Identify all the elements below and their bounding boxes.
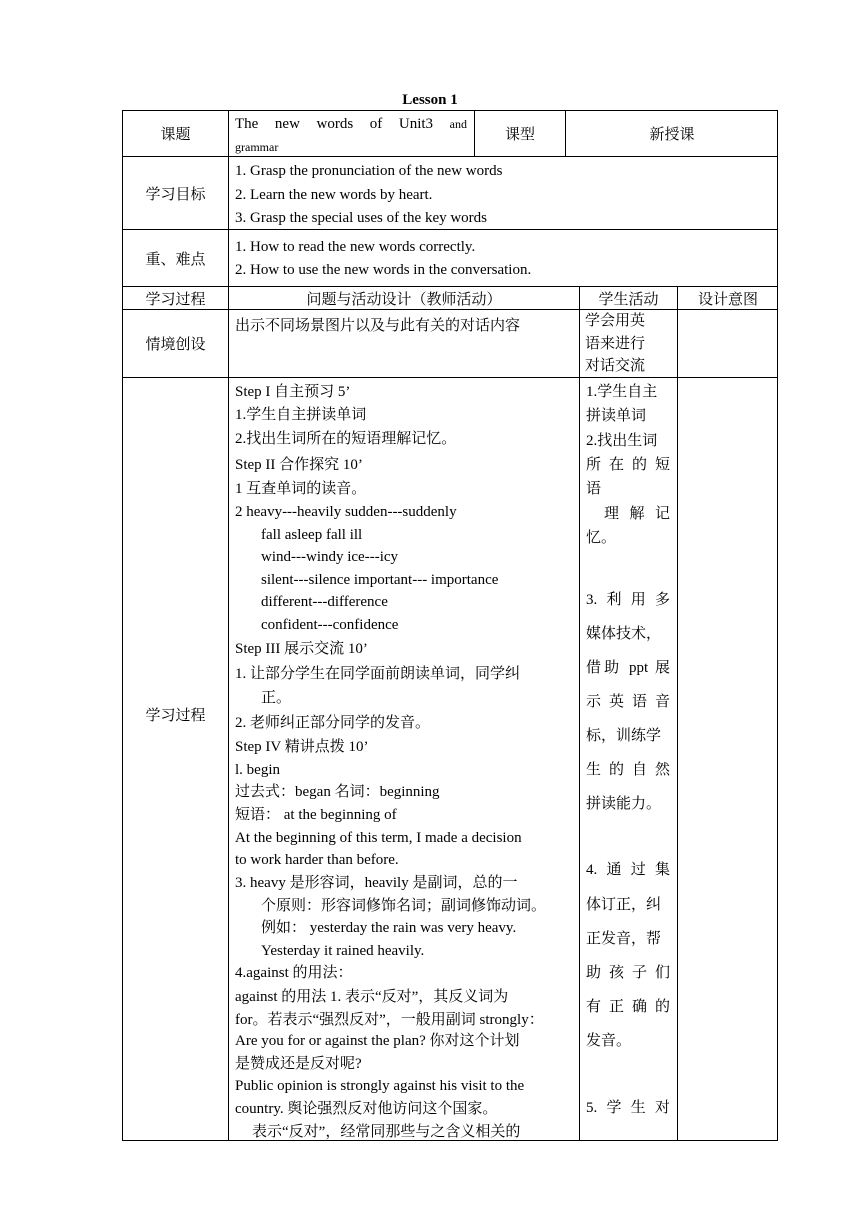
teacher-line: silent---silence important--- importance — [261, 572, 499, 588]
student-line: 正发音，帮 — [586, 931, 662, 947]
teacher-line: confident---confidence — [261, 617, 399, 633]
teacher-line: At the beginning of this term, I made a decision — [235, 830, 522, 846]
student-line: 示英语音 — [586, 694, 670, 710]
header-student-activity: 学生活动 — [598, 291, 659, 308]
student-line: 忆。 — [586, 530, 617, 546]
teacher-line: 个原则：形容词修饰名词；副词修饰动词。 — [261, 898, 547, 914]
student-line: 3.利用多 — [586, 592, 670, 608]
key-point-item: 1. How to read the new words correctly. — [235, 239, 476, 255]
student-line: 所在的短 — [586, 457, 670, 473]
student-line: 4.通过集 — [586, 862, 670, 878]
topic-label: 课题 — [160, 127, 191, 143]
teacher-line: 4.against 的用法： — [235, 965, 353, 981]
student-line: 标，训练学 — [586, 728, 662, 744]
student-line: 借助 ppt 展 — [586, 660, 670, 676]
teacher-line: Public opinion is strongly against his visit to the — [235, 1078, 525, 1094]
goals-label: 学习目标 — [145, 186, 206, 203]
scene-student-line: 学会用英 — [585, 313, 646, 329]
teacher-line: Are you for or against the plan? 你对这个计划 — [235, 1033, 520, 1049]
student-line: 有正确的 — [586, 999, 670, 1015]
teacher-line: 正。 — [261, 690, 292, 706]
scene-student-line: 对话交流 — [585, 358, 646, 374]
process-label: 学习过程 — [145, 707, 206, 724]
goal-item: 3. Grasp the special uses of the key words — [235, 210, 488, 226]
teacher-line: 1. 让部分学生在同学面前朗读单词，同学纠 — [235, 666, 521, 682]
col-divider — [579, 286, 580, 1141]
header-design-intent: 设计意图 — [697, 291, 758, 308]
header-teacher-activity: 问题与活动设计（教师活动） — [306, 291, 502, 308]
teacher-line: fall asleep fall ill — [261, 527, 363, 543]
teacher-line: 表示“反对”，经常同那些与之含义相关的 — [252, 1124, 521, 1140]
teacher-line: 3. heavy 是形容词，heavily 是副词，总的一 — [235, 875, 518, 891]
student-line: 发音。 — [586, 1033, 632, 1049]
type-value: 新授课 — [649, 127, 695, 143]
teacher-line: Step I 自主预习 5’ — [235, 384, 351, 400]
goal-item: 1. Grasp the pronunciation of the new words — [235, 163, 503, 179]
teacher-line: l. begin — [235, 762, 280, 778]
student-line: 助孩子们 — [586, 965, 670, 981]
student-line: 生的自然 — [586, 762, 670, 778]
student-line: 媒体技术， — [586, 626, 662, 642]
student-line: 体订正，纠 — [586, 897, 662, 913]
type-label: 课型 — [504, 127, 535, 143]
teacher-line: 2.找出生词所在的短语理解记忆。 — [235, 431, 457, 447]
student-line: 拼读单词 — [586, 408, 647, 424]
teacher-line: 是赞成还是反对呢? — [235, 1056, 362, 1072]
teacher-line: 短语： at the beginning of — [235, 807, 397, 823]
teacher-line: Step II 合作探究 10’ — [235, 457, 363, 473]
teacher-line: country. 舆论强烈反对他访问这个国家。 — [235, 1101, 498, 1117]
teacher-line: against 的用法 1. 表示“反对”，其反义词为 — [235, 989, 509, 1005]
page-title: Lesson 1 — [402, 92, 458, 108]
scene-teacher-activity: 出示不同场景图片以及与此有关的对话内容 — [235, 318, 521, 334]
teacher-line: 1 互查单词的读音。 — [235, 481, 367, 497]
student-line: 2.找出生词 — [586, 433, 658, 449]
teacher-line: wind---windy ice---icy — [261, 549, 399, 565]
header-process: 学习过程 — [145, 291, 206, 308]
student-line: 1.学生自主 — [586, 384, 658, 400]
teacher-line: for。若表示“强烈反对”，一般用副词 strongly： — [235, 1012, 544, 1028]
col-divider — [677, 286, 678, 1141]
student-line: 拼读能力。 — [586, 796, 662, 812]
teacher-line: 1.学生自主拼读单词 — [235, 407, 367, 423]
teacher-line: Step IV 精讲点拨 10’ — [235, 739, 369, 755]
teacher-line: Yesterday it rained heavily. — [261, 943, 425, 959]
teacher-line: to work harder than before. — [235, 852, 399, 868]
student-line: 理解记 — [604, 506, 670, 522]
scene-label: 情境创设 — [145, 337, 206, 353]
teacher-line: 2. 老师纠正部分同学的发音。 — [235, 715, 431, 731]
key-points-label: 重、难点 — [145, 251, 206, 268]
teacher-line: different---difference — [261, 594, 388, 610]
goal-item: 2. Learn the new words by heart. — [235, 187, 433, 203]
topic-value-line2: grammar — [235, 140, 279, 154]
teacher-line: 例如： yesterday the rain was very heavy. — [261, 920, 517, 936]
teacher-line: 2 heavy---heavily sudden---suddenly — [235, 504, 457, 520]
student-line: 语 — [586, 481, 602, 497]
scene-student-line: 语来进行 — [585, 336, 646, 352]
teacher-line: Step III 展示交流 10’ — [235, 641, 368, 657]
topic-value-line1: The new words of Unit3 and — [235, 116, 467, 132]
student-line: 5.学生对 — [586, 1100, 670, 1116]
teacher-line: 过去式：began 名词：beginning — [235, 784, 440, 800]
col-divider — [228, 110, 229, 1141]
key-point-item: 2. How to use the new words in the conversation. — [235, 262, 532, 278]
